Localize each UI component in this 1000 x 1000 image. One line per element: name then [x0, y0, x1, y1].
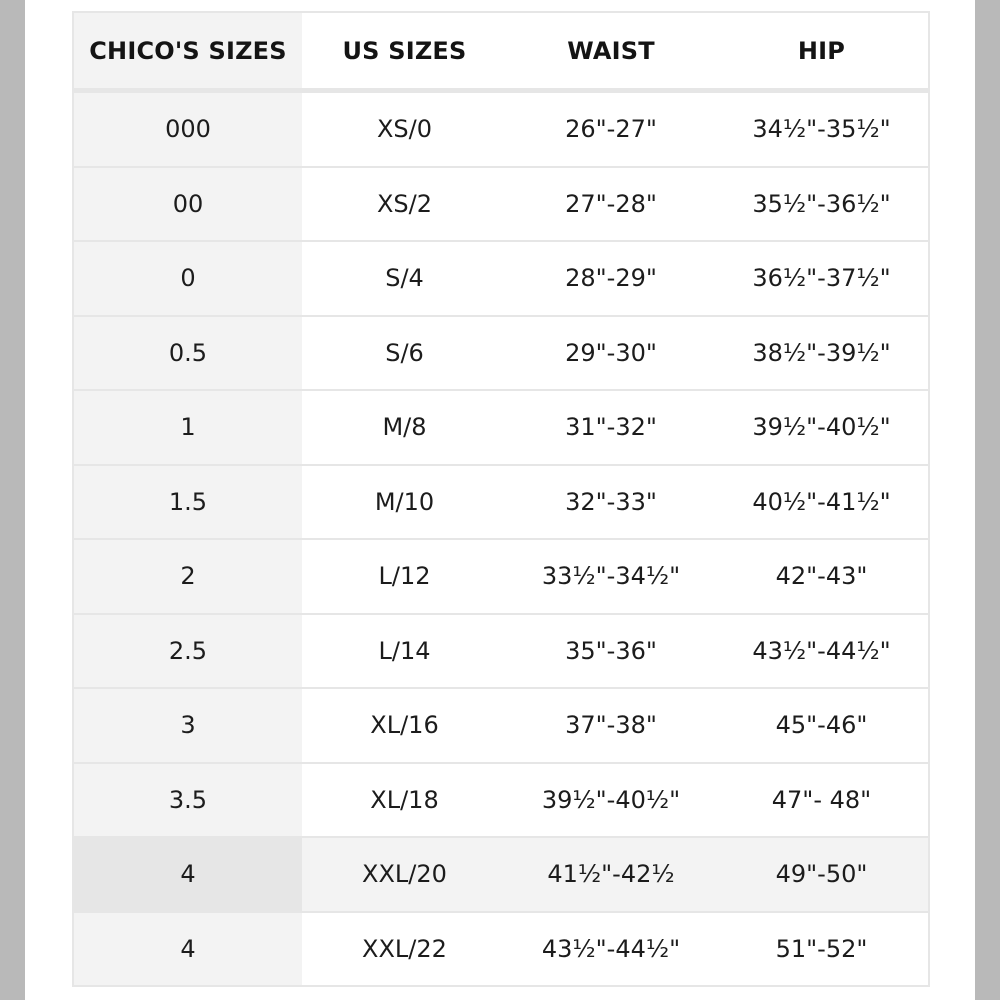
chicos-size-cell: 4 — [73, 912, 302, 987]
us-size-cell: XL/18 — [302, 763, 507, 838]
waist-cell: 26"-27" — [507, 91, 715, 167]
chicos-size-cell: 0.5 — [73, 316, 302, 391]
waist-cell: 37"-38" — [507, 688, 715, 763]
waist-cell: 41½"-42½ — [507, 837, 715, 912]
chicos-size-cell: 00 — [73, 167, 302, 242]
waist-cell: 29"-30" — [507, 316, 715, 391]
us-size-cell: S/6 — [302, 316, 507, 391]
table-row — [73, 390, 929, 465]
hip-cell: 42"-43" — [715, 539, 929, 614]
table-row — [73, 539, 929, 614]
header-row — [73, 12, 929, 91]
hip-cell: 34½"-35½" — [715, 91, 929, 167]
column-header-hip: HIP — [715, 12, 929, 91]
us-size-cell: XS/2 — [302, 167, 507, 242]
hip-cell: 51"-52" — [715, 912, 929, 987]
us-size-cell: S/4 — [302, 241, 507, 316]
hip-cell: 35½"-36½" — [715, 167, 929, 242]
chicos-size-cell: 2 — [73, 539, 302, 614]
hip-cell: 40½"-41½" — [715, 465, 929, 540]
column-header-us-sizes: US SIZES — [302, 12, 507, 91]
table-row — [73, 763, 929, 838]
table-row — [73, 91, 929, 167]
hip-cell: 47"- 48" — [715, 763, 929, 838]
chicos-size-cell: 1 — [73, 390, 302, 465]
waist-cell: 28"-29" — [507, 241, 715, 316]
us-size-cell: L/14 — [302, 614, 507, 689]
table-row — [73, 912, 929, 987]
hip-cell: 43½"-44½" — [715, 614, 929, 689]
column-header-waist: WAIST — [507, 12, 715, 91]
us-size-cell: XS/0 — [302, 91, 507, 167]
waist-cell: 31"-32" — [507, 390, 715, 465]
waist-cell: 43½"-44½" — [507, 912, 715, 987]
table-row — [73, 614, 929, 689]
chicos-size-cell: 1.5 — [73, 465, 302, 540]
chicos-size-cell: 3 — [73, 688, 302, 763]
table-row — [73, 465, 929, 540]
us-size-cell: L/12 — [302, 539, 507, 614]
table-row — [73, 688, 929, 763]
waist-cell: 39½"-40½" — [507, 763, 715, 838]
size-chart-page — [25, 0, 975, 1000]
waist-cell: 32"-33" — [507, 465, 715, 540]
table-row — [73, 316, 929, 391]
size-chart-table — [72, 11, 930, 987]
hip-cell: 39½"-40½" — [715, 390, 929, 465]
us-size-cell: M/10 — [302, 465, 507, 540]
chicos-size-cell: 0 — [73, 241, 302, 316]
table-row — [73, 241, 929, 316]
column-header-chicos-sizes: CHICO'S SIZES — [73, 12, 302, 91]
table-row — [73, 167, 929, 242]
chicos-size-cell: 000 — [73, 91, 302, 167]
waist-cell: 35"-36" — [507, 614, 715, 689]
hip-cell: 38½"-39½" — [715, 316, 929, 391]
hip-cell: 45"-46" — [715, 688, 929, 763]
hip-cell: 49"-50" — [715, 837, 929, 912]
chicos-size-cell: 4 — [73, 837, 302, 912]
us-size-cell: XL/16 — [302, 688, 507, 763]
chicos-size-cell: 3.5 — [73, 763, 302, 838]
waist-cell: 27"-28" — [507, 167, 715, 242]
chicos-size-cell: 2.5 — [73, 614, 302, 689]
us-size-cell: XXL/22 — [302, 912, 507, 987]
hip-cell: 36½"-37½" — [715, 241, 929, 316]
table-row — [73, 837, 929, 912]
waist-cell: 33½"-34½" — [507, 539, 715, 614]
us-size-cell: M/8 — [302, 390, 507, 465]
us-size-cell: XXL/20 — [302, 837, 507, 912]
